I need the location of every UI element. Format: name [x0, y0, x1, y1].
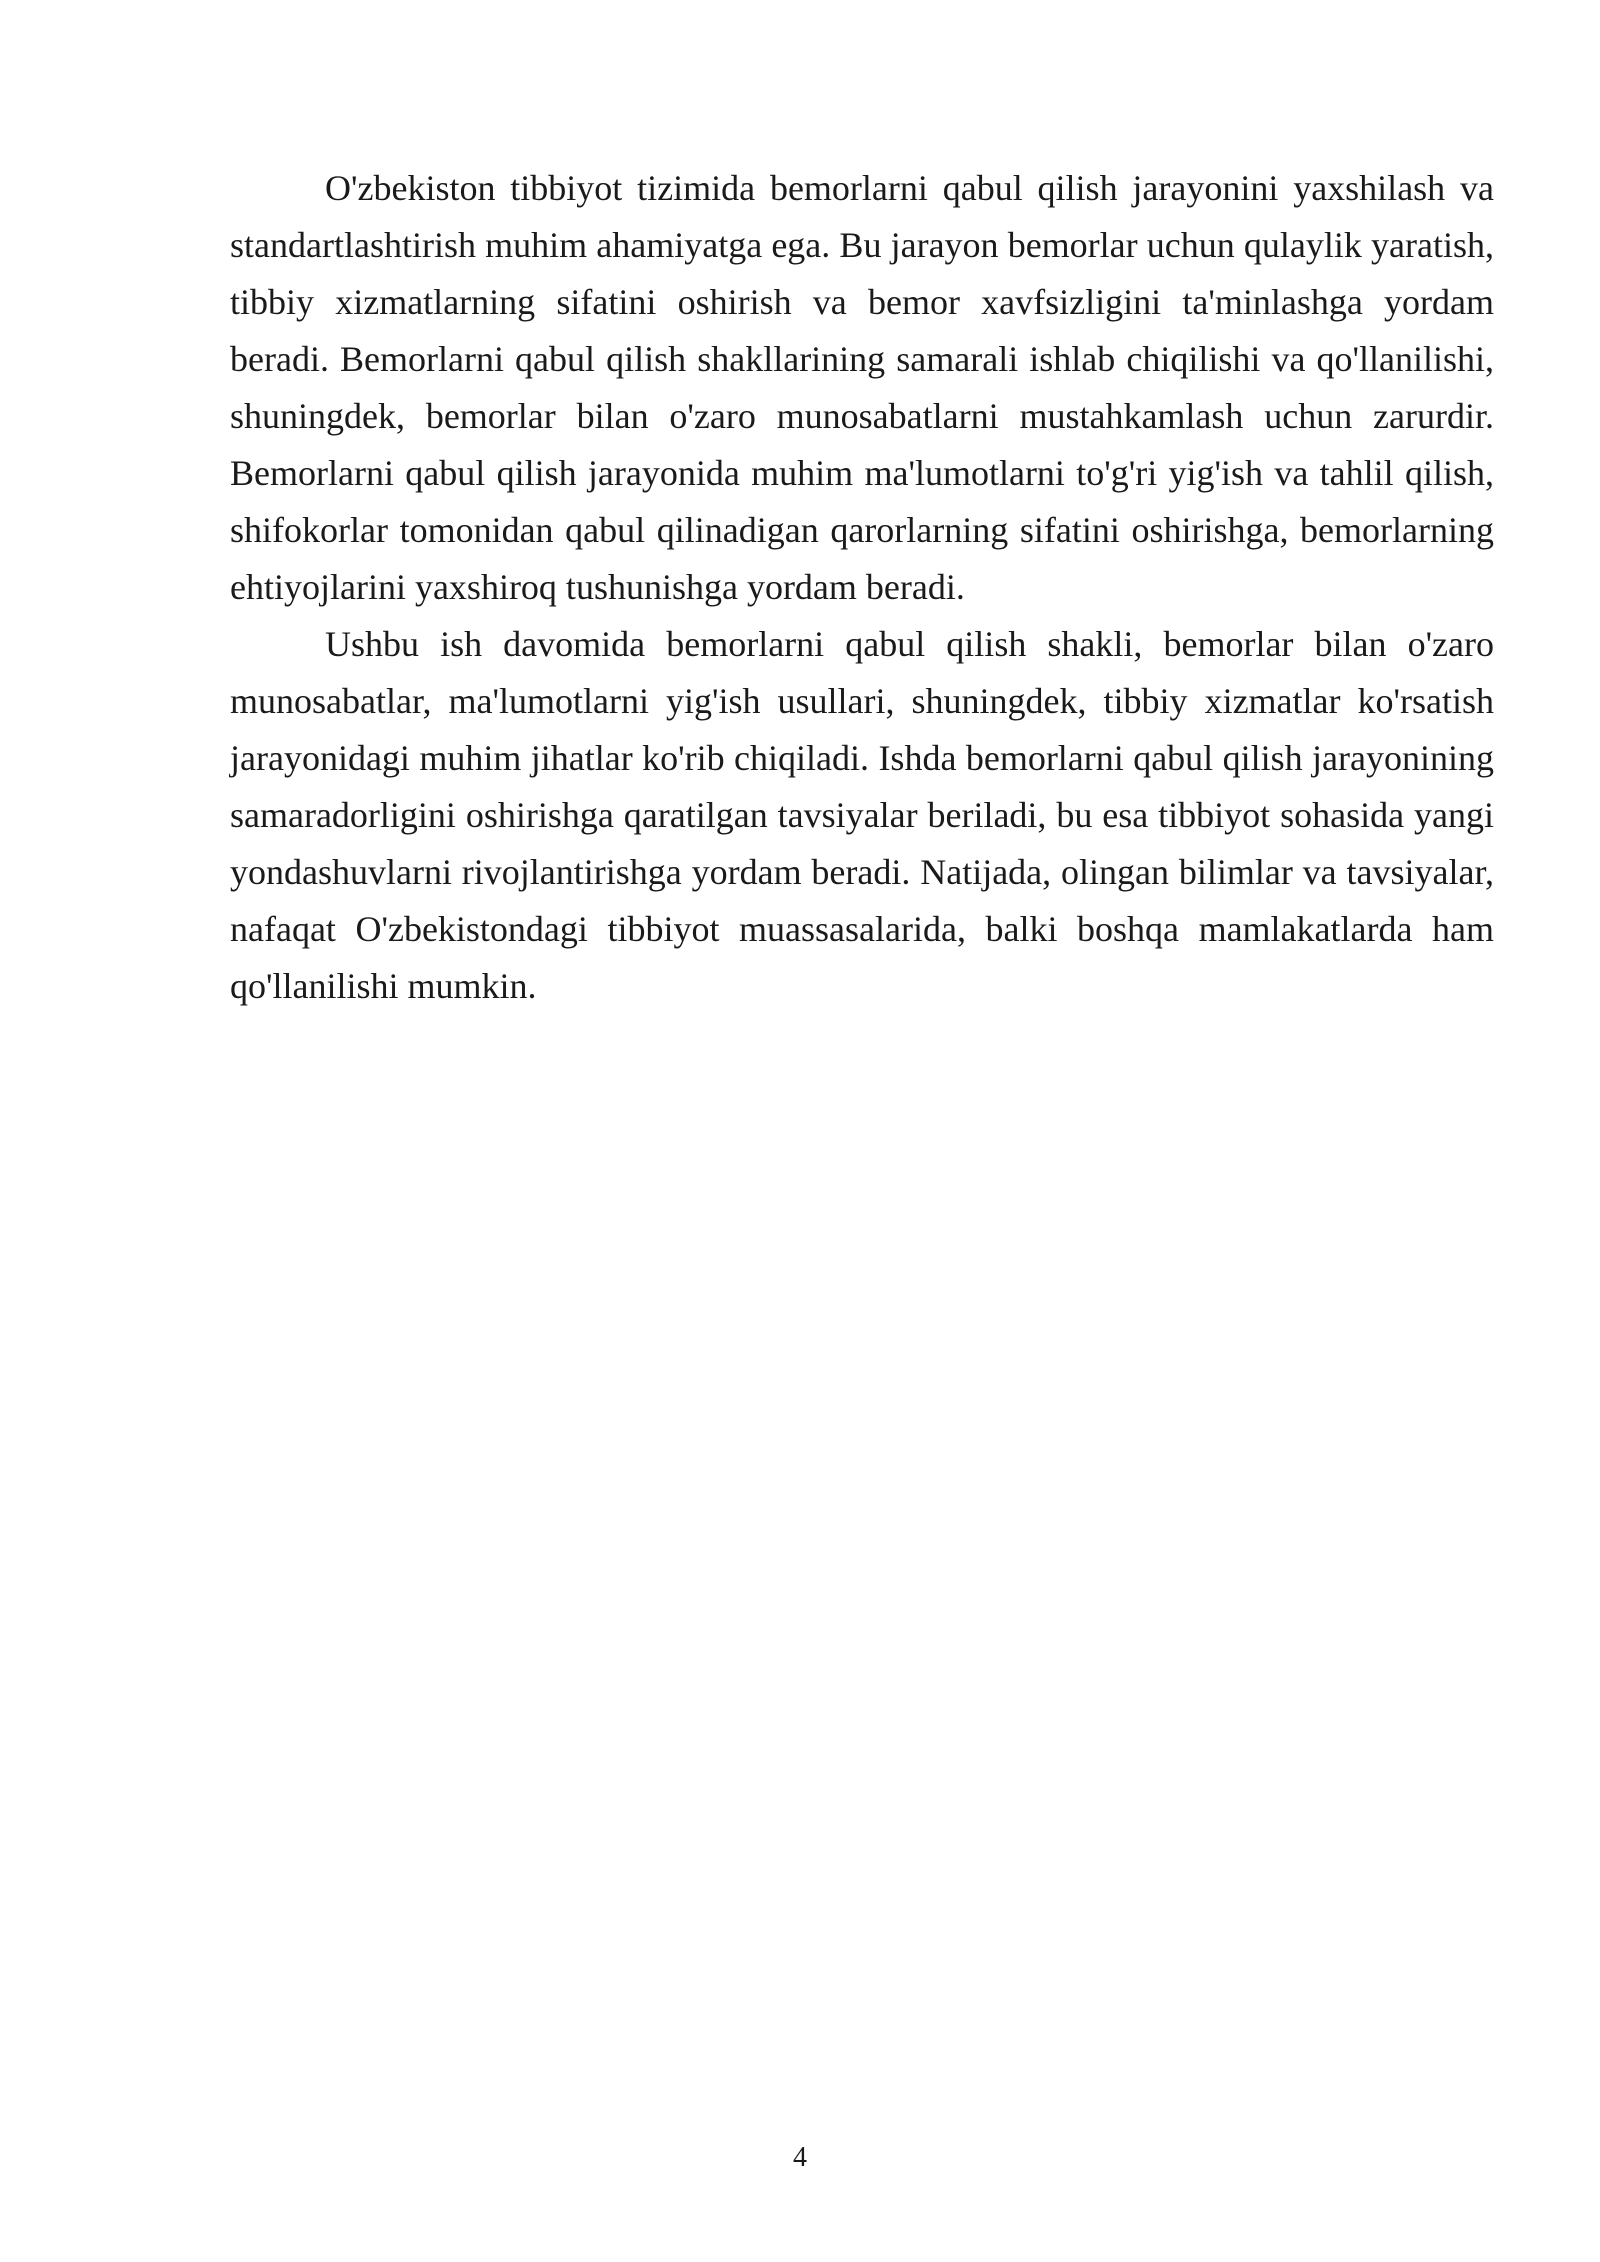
- paragraph-1: O'zbekiston tibbiyot tizimida bemorlarni qabul qilish jarayonini yaxshilash va standartlashtirish muhim ahamiyatga ega. Bu jarayon bemorlar uchun qulaylik yaratish, tibbiy xizmatlarning sifatini oshirish va bemor xavfsizligini ta'minlashga yordam beradi. Bemorlarni qabul qilish shakllarining samarali ishlab chiqilishi va qo'llanilishi, shuningdek, bemorlar bilan o'zaro munosabatlarni mustahkamlash uchun zarurdir. Bemorlarni qabul qilish jarayonida muhim ma'lumotlarni to'g'ri yig'ish va tahlil qilish, shifokorlar tomonidan qabul qilinadigan qarorlarning sifatini oshirishga, bemorlarning ehtiyojlarini yaxshiroq tushunishga yordam beradi.: [230, 168, 1494, 607]
- page-number: 4: [793, 2142, 807, 2173]
- paragraph-2: Ushbu ish davomida bemorlarni qabul qilish shakli, bemorlar bilan o'zaro munosabatlar, ma'lumotlarni yig'ish usullari, shuningdek, tibbiy xizmatlar ko'rsatish jarayonidagi muhim jihatlar ko'rib chiqiladi. Ishda bemorlarni qabul qilish jarayonining samaradorligini oshirishga qaratilgan tavsiyalar beriladi, bu esa tibbiyot sohasida yangi yondashuvlarni rivojlantirishga yordam beradi. Natijada, olingan bilimlar va tavsiyalar, nafaqat O'zbekistondagi tibbiyot muassasalarida, balki boshqa mamlakatlarda ham qo'llanilishi mumkin.: [230, 624, 1494, 1006]
- body-text: [230, 160, 1494, 1015]
